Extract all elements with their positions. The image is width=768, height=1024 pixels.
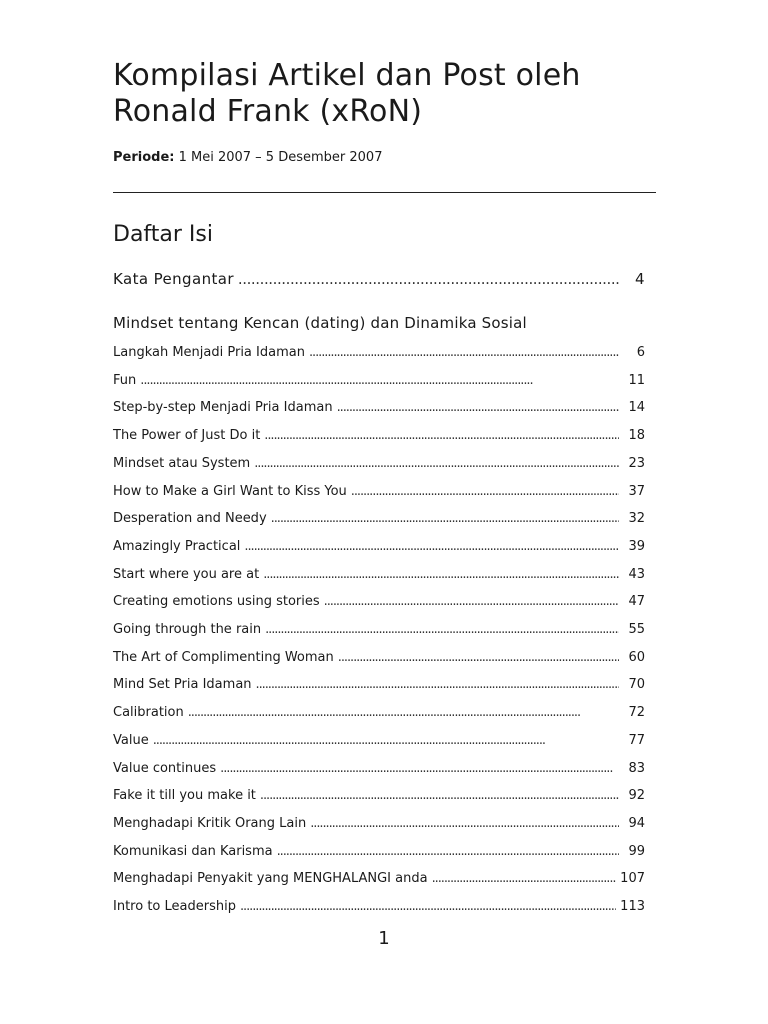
toc-entry[interactable] [113,373,645,389]
dot-leader [310,816,619,832]
toc-entry-label: Creating emotions using stories [113,594,320,610]
toc-entry-page: 23 [628,455,645,471]
dot-leader [254,456,619,472]
toc-heading: Daftar Isi [113,222,213,247]
toc-entry-label: The Art of Complimenting Woman [113,649,334,665]
toc-entry[interactable] [113,705,645,721]
title-line-1: Kompilasi Artikel dan Post oleh [113,58,581,93]
toc-entry-label: Amazingly Practical [113,538,241,554]
toc-entry-intro[interactable] [113,270,645,288]
toc-entry[interactable] [113,816,645,832]
dot-leader [277,844,619,860]
period-line [113,150,382,166]
period-label: Periode: [113,150,175,165]
toc-entry-page: 4 [635,270,645,288]
title-line-2: Ronald Frank (xRoN) [113,94,423,129]
toc-entry-page: 43 [628,566,645,582]
toc-entry-page: 99 [628,843,645,859]
toc-entry[interactable] [113,844,645,860]
toc-entry-label: Komunikasi dan Karisma [113,843,273,859]
toc-entry-label: Value [113,732,149,748]
toc-entry-page: 113 [620,899,645,914]
toc-entry[interactable] [113,761,645,777]
dot-leader [265,622,619,638]
toc-entry-label: Fun [113,372,137,388]
dot-leader [338,650,619,666]
toc-entry[interactable] [113,345,645,361]
toc-entry-label: Step-by-step Menjadi Pria Idaman [113,400,333,416]
toc-entry-page: 70 [628,677,645,693]
toc-entry-page: 14 [628,400,645,416]
toc-entry-label: Mind Set Pria Idaman [113,677,252,693]
toc-entry-label: How to Make a Girl Want to Kiss You [113,483,347,499]
toc-entry-page: 60 [628,649,645,665]
toc-entry-page: 92 [628,788,645,804]
toc-entry-label: Kata Pengantar [113,270,234,288]
toc-entry-label: Mindset atau System [113,455,251,471]
dot-leader [240,899,616,915]
toc-entry-page: 37 [628,483,645,499]
toc-entry-label: Start where you are at [113,566,260,582]
dot-leader [337,400,619,416]
toc-entry[interactable] [113,428,645,444]
toc-entry-label: Menghadapi Penyakit yang MENGHALANGI anda [113,871,428,887]
dot-leader [260,788,619,804]
toc-entry-label: The Power of Just Do it [113,428,261,444]
toc-entry[interactable] [113,733,645,749]
toc-entry-page: 39 [628,538,645,554]
toc-entry[interactable] [113,677,645,693]
dot-leader [432,871,617,887]
toc-entry-label: Langkah Menjadi Pria Idaman [113,345,305,360]
toc-entry[interactable] [113,539,645,555]
document-title [113,58,673,130]
toc-entry-page: 94 [628,815,645,831]
toc-entry-label: Value continues [113,760,217,776]
toc-entry[interactable] [113,484,645,500]
toc-entry[interactable] [113,456,645,472]
toc-entry-page: 32 [628,511,645,527]
dot-leader [324,594,619,610]
toc-entry-page: 55 [628,622,645,637]
dot-leader [351,484,619,500]
toc-entry-label: Menghadapi Kritik Orang Lain [113,815,307,831]
toc-entry-page: 83 [628,760,645,776]
section-title: Mindset tentang Kencan (dating) dan Dinamika Sosial [113,314,527,332]
toc-entry-label: Fake it till you make it [113,788,256,804]
dot-leader [263,567,619,583]
toc-entry[interactable] [113,511,645,527]
dot-leader [220,761,619,777]
toc-entry-label: Calibration [113,705,184,721]
period-value: 1 Mei 2007 – 5 Desember 2007 [174,150,383,165]
dot-leader [153,733,619,749]
dot-leader [238,270,619,288]
dot-leader [256,677,619,693]
dot-leader [188,705,619,721]
toc-entry[interactable] [113,622,645,638]
toc-entry[interactable] [113,899,645,915]
toc-entry[interactable] [113,567,645,583]
toc-entry-page: 11 [628,372,645,388]
toc-entry[interactable] [113,788,645,804]
toc-entry[interactable] [113,400,645,416]
horizontal-divider [113,192,656,193]
toc-entry-page: 107 [620,871,645,887]
dot-leader [140,373,619,389]
toc-entry-label: Intro to Leadership [113,899,236,914]
page-number: 1 [378,928,390,949]
dot-leader [244,539,619,555]
toc-entry-label: Desperation and Needy [113,511,267,527]
toc-entry-page: 47 [628,594,645,610]
toc-entry[interactable] [113,871,645,887]
toc-entry-page: 6 [636,345,645,360]
toc-entry-page: 18 [628,428,645,444]
dot-leader [264,428,619,444]
toc-entry[interactable] [113,650,645,666]
toc-entry-label: Going through the rain [113,622,262,637]
toc-entry[interactable] [113,594,645,610]
dot-leader [271,511,619,527]
toc-entry-page: 72 [628,705,645,721]
toc-entry-page: 77 [628,732,645,748]
dot-leader [309,345,619,361]
